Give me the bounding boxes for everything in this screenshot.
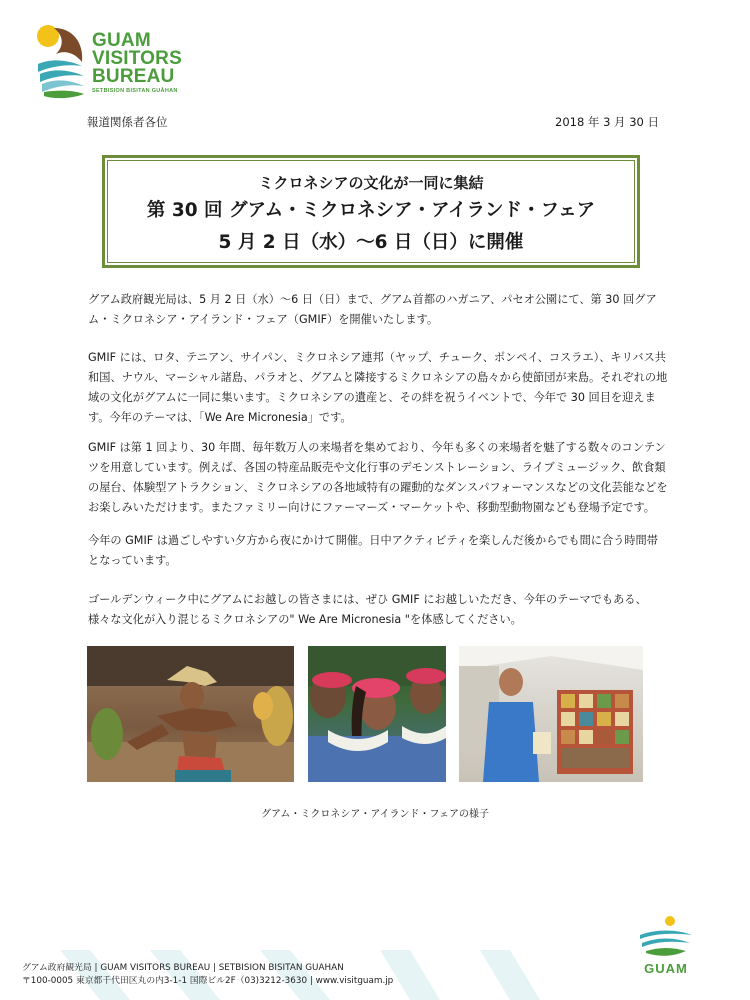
title-inner-frame (107, 160, 635, 263)
guam-logo-mark-icon (634, 915, 698, 963)
footer-org-line: グアム政府観光局 | GUAM VISITORS BUREAU | SETBISION BISITAN GUAHAN (22, 963, 344, 973)
photo-girls-flower-crowns (308, 646, 446, 782)
guam-logo-text: GUAM (644, 961, 688, 976)
title-tagline: ミクロネシアの文化が一同に集結 (258, 174, 484, 192)
gvb-logo (34, 24, 184, 104)
photo-vendor-booth (459, 646, 643, 782)
release-date: 2018 年 3 月 30 日 (555, 115, 659, 129)
paragraph-contents: GMIF は第 1 回より、30 年間、毎年数万人の来場者を集めており、今年も多くの来場者を魅了する数々のコンテンツを用意しています。例えば、各国の特産品販売や文化行事のデモンストレーション、ライブミュージック、飲食類の屋台、体験型アトラクション、ミクロネシアの各地域特有の躍動的なダンスパフォーマンスなどの文化芸能などをお楽しみいただけます。またファミリー向けにファーマーズ・マーケットや、移動型動物園なども登場予定です。 (88, 441, 668, 514)
footer-address-line: 〒100-0005 東京都千代田区丸の内3-1-1 国際ビル2F（03)3212-3630 | www.visitguam.jp (22, 976, 394, 986)
gvb-logo-wordmark: GUAM VISITORS BUREAU (92, 30, 182, 87)
paragraph-schedule: 今年の GMIF は過ごしやすい夕方から夜にかけて開催。日中アクティビティを楽しんだ後からでも間に合う時間帯となっています。 (88, 534, 658, 567)
guam-footer-logo (634, 915, 698, 979)
photo-caption: グアム・ミクロネシア・アイランド・フェアの様子 (261, 809, 489, 820)
title-frame (102, 155, 640, 268)
paragraph-invitation: ゴールデンウィーク中にグアムにお越しの皆さまには、ぜひ GMIF にお越しいただき、今年のテーマでもある、様々な文化が入り混じるミクロネシアの" We Are Micronesia "を体感してください。 (88, 593, 647, 626)
addressee: 報道関係者各位 (87, 115, 168, 129)
gvb-logo-tagline: SETBISION BISITAN GUÅHAN (92, 88, 178, 94)
photo-dancer (87, 646, 294, 782)
paragraph-intro: グアム政府観光局は、5 月 2 日（水）～6 日（日）まで、グアム首都のハガニア、パセオ公園にて、第 30 回グアム・ミクロネシア・アイランド・フェア（GMIF）を開催いたします。 (88, 293, 657, 326)
page-title: 第 30 回 グアム・ミクロネシア・アイランド・フェア (146, 200, 596, 221)
footer-contact (22, 962, 393, 988)
paragraph-participants: GMIF には、ロタ、テニアン、サイパン、ミクロネシア連邦（ヤップ、チューク、ポンペイ、コスラエ）、キリバス共和国、ナウル、マーシャル諸島、パラオと、グアムと隣接するミクロネシアの島々から使節団が来島。それぞれの地域の文化がグアムに一同に集います。ミクロネシアの遺産と、その絆を祝うイベントで、今年で 30 回目を迎えます。今年のテーマは、「We Are Micronesia」です。 (88, 351, 668, 424)
event-dates: 5 月 2 日（水）～6 日（日）に開催 (218, 232, 524, 253)
gvb-logo-mark-icon (34, 24, 92, 104)
